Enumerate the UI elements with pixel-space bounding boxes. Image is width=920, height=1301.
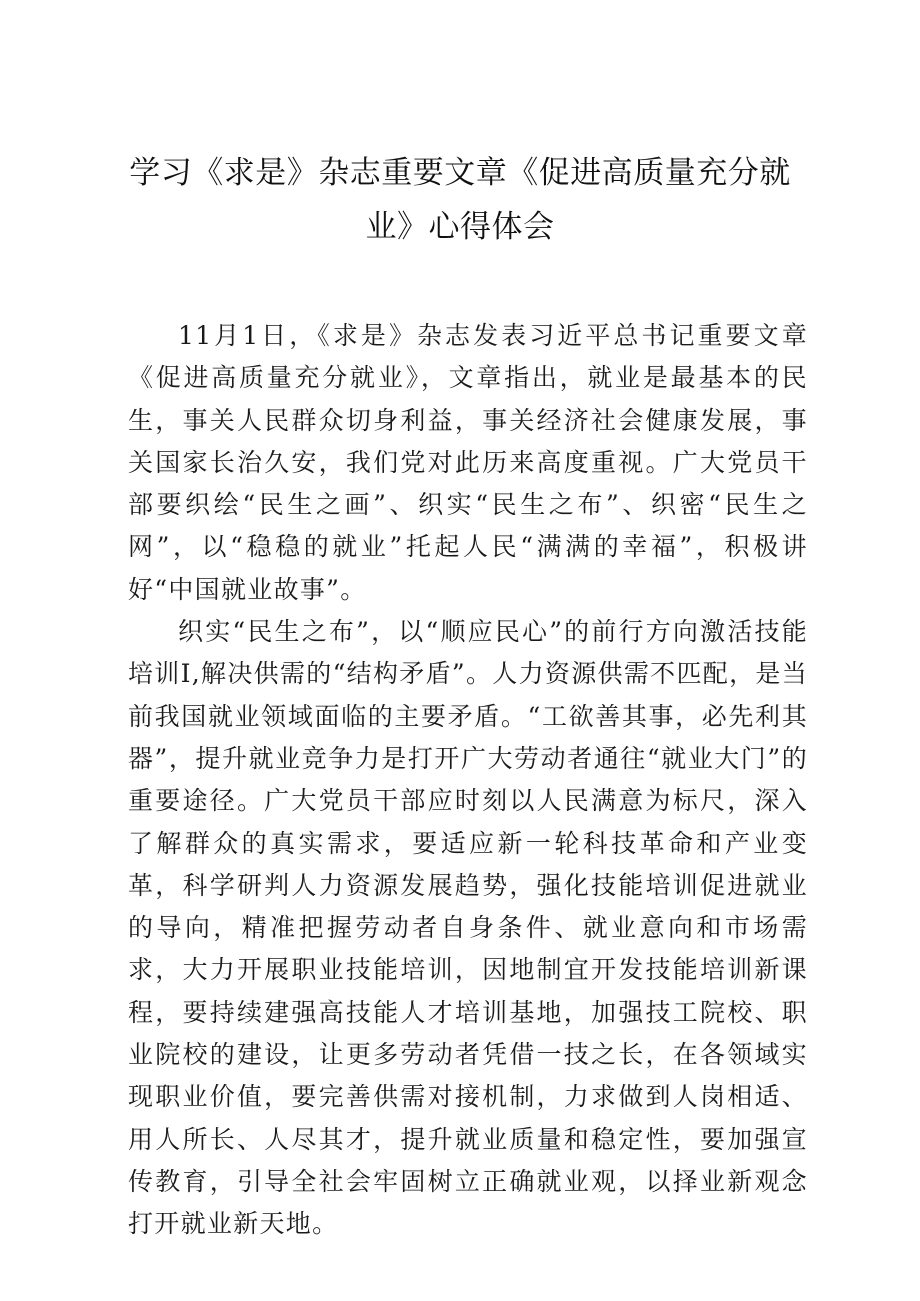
document-title: 学习《求是》杂志重要文章《促进高质量充分就业》心得体会: [129, 155, 791, 245]
document-body: [128, 315, 808, 1246]
paragraph-intro: 11月1日，《求是》杂志发表习近平总书记重要文章《促进高质量充分就业》，文章指出，就业是最基本的民生，事关人民群众切身利益，事关经济社会健康发展，事关国家长治久安，我们党对此历来高度重视。广大党员干部要织绘“民生之画”、织实“民生之布”、织密“民生之网”，以“稳稳的就业”托起人民“满满的幸福”，积极讲好“中国就业故事”。: [128, 321, 808, 604]
paragraph-skills-training: 织实“民生之布”，以“顺应民心”的前行方向激活技能培训I,解决供需的“结构矛盾”。人力资源供需不匹配，是当前我国就业领域面临的主要矛盾。“工欲善其事，必先利其器”，提升就业竞争力是打开广大劳动者通往“就业大门”的重要途径。广大党员干部应时刻以人民满意为标尺，深入了解群众的真实需求，要适应新一轮科技革命和产业变革，科学研判人力资源发展趋势，强化技能培训促进就业的导向，精准把握劳动者自身条件、就业意向和市场需求，大力开展职业技能培训，因地制宜开发技能培训新课程，要持续建强高技能人才培训基地，加强技工院校、职业院校的建设，让更多劳动者凭借一技之长，在各领域实现职业价值，要完善供需对接机制，力求做到人岗相适、用人所长、人尽其才，提升就业质量和稳定性，要加强宣传教育，引导全社会牢固树立正确就业观，以择业新观念打开就业新天地。: [128, 617, 808, 1239]
